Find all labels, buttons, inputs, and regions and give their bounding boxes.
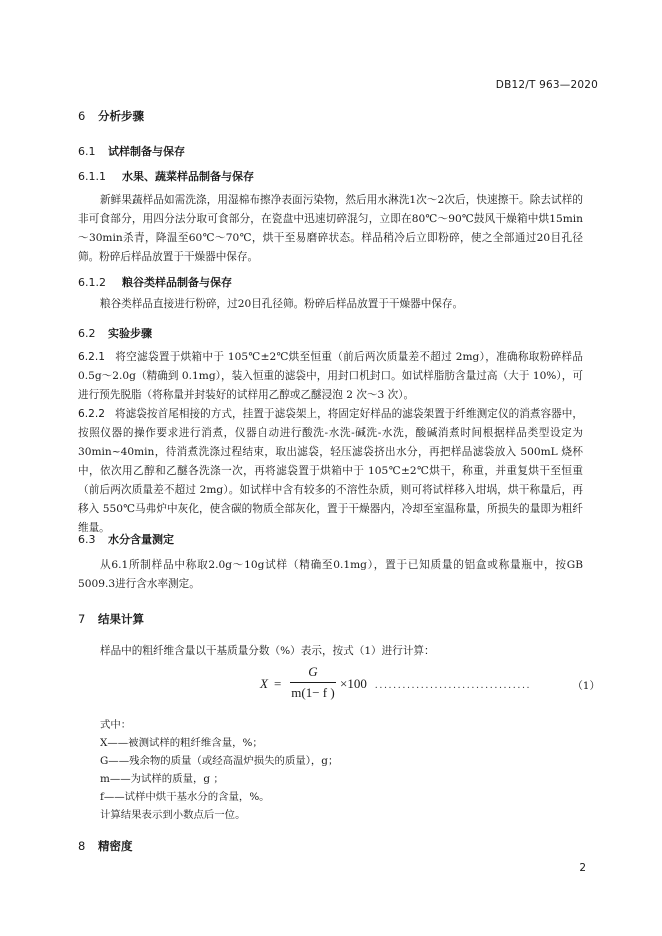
section-number: 7 bbox=[78, 612, 86, 626]
section-6-3-heading bbox=[78, 531, 174, 547]
section-6-2-heading bbox=[78, 325, 152, 341]
section-7-heading bbox=[78, 611, 144, 627]
section-number: 6.2 bbox=[78, 327, 96, 340]
formula-denominator: m(1− f ) bbox=[291, 685, 335, 700]
formula-fraction bbox=[290, 662, 336, 703]
section-6-2-1-paragraph bbox=[78, 348, 583, 405]
section-title: 粮谷类样品制备与保存 bbox=[122, 276, 232, 289]
section-number: 6.1.1 bbox=[78, 170, 106, 183]
section-title: 实验步骤 bbox=[108, 327, 152, 340]
result-precision-note: 计算结果表示到小数点后一位。 bbox=[100, 809, 246, 821]
section-number: 6.3 bbox=[78, 533, 96, 546]
section-title: 水果、蔬菜样品制备与保存 bbox=[122, 170, 254, 183]
page-number: 2 bbox=[579, 862, 586, 874]
section-7-paragraph: 样品中的粗纤维含量以干基质量分数（%）表示，按式（1）进行计算： bbox=[100, 645, 435, 657]
section-number: 8 bbox=[78, 839, 86, 853]
formula-lhs: X bbox=[260, 676, 268, 691]
definition-g: G——残余物的质量（或经高温炉损失的质量），g； bbox=[100, 755, 339, 767]
clause-number: 6.2.1 bbox=[78, 351, 105, 363]
formula-multiplier: ×100 bbox=[340, 676, 367, 691]
section-number: 6 bbox=[78, 109, 86, 123]
section-6-heading bbox=[78, 108, 144, 124]
formula-numerator: G bbox=[308, 664, 318, 679]
section-number: 6.1.2 bbox=[78, 276, 106, 289]
equation-number: （1） bbox=[572, 680, 600, 692]
section-6-1-2-heading bbox=[78, 274, 232, 290]
definition-m: m——为试样的质量，g ； bbox=[100, 773, 224, 785]
section-title: 水分含量测定 bbox=[108, 533, 174, 546]
section-number: 6.1 bbox=[78, 145, 96, 158]
section-title: 试样制备与保存 bbox=[108, 145, 185, 158]
definition-x: X——被测试样的粗纤维含量，%； bbox=[100, 737, 263, 749]
definition-f: f——试样中烘干基水分的含量，%。 bbox=[100, 791, 270, 803]
fiber-formula bbox=[260, 662, 600, 708]
section-6-1-2-paragraph: 粮谷类样品直接进行粉碎，过20目孔径筛。粉碎后样品放置于干燥器中保存。 bbox=[100, 298, 464, 310]
formula-equals: = bbox=[274, 676, 282, 691]
section-6-1-1-paragraph: 新鲜果蔬样品如需洗涤，用湿棉布擦净表面污染物，然后用水淋洗1次～2次后，快速擦干。除去试样的非可食部分，用四分法分取可食部分，在瓷盘中迅速切碎混匀，立即在80℃～90℃鼓风干燥箱中烘15min～30min杀青，降温至60℃～70℃，烘干至易磨碎状态。样品稍冷后立即粉碎，使之全部通过20目孔径筛。粉碎后样品放置于干燥器中保存。 bbox=[78, 194, 583, 263]
section-6-2-2-paragraph bbox=[78, 405, 583, 538]
clause-text: 将空滤袋置于烘箱中于 105℃±2℃烘至恒重（前后两次质量差不超过 2mg），准确称取粉碎样品 0.5g～2.0g（精确到 0.1mg），装入恒重的滤袋中，用封口机封口。如试样脂肪含量过高（大于 10%），可进行预先脱脂（将称量并封装好的试样用乙醇或乙醚浸泡 2 次～3 次）。 bbox=[78, 351, 583, 401]
formula-leader-dots: .................................. bbox=[375, 680, 532, 691]
clause-text: 将滤袋按首尾相接的方式，挂置于滤袋架上，将固定好样品的滤袋架置于纤维测定仪的消煮容器中，按照仪器的操作要求进行消煮，仪器自动进行酸洗-水洗-碱洗-水洗，酸碱消煮时间根据样品类型设定为 30min~40min，待消煮洗涤过程结束，取出滤袋，轻压滤袋挤出水分，再把样品滤袋放入 500mL 烧杯中，依次用乙醇和乙醚各洗涤一次，再将滤袋置于烘箱中于 105℃±2℃烘干，称重，并重复烘干至恒重（前后两次质量差不超过 2mg）。如试样中含有较多的不溶性杂质，则可将试样移入坩埚，烘干称量后，再移入 550℃马弗炉中灰化，使含碳的物质全部灰化，置于干燥器内，冷却至室温称量，所损失的量即为粗纤维量。 bbox=[78, 408, 583, 534]
section-title: 分析步骤 bbox=[98, 109, 144, 123]
section-8-heading bbox=[78, 838, 133, 854]
section-6-3-paragraph: 从6.1所制样品中称取2.0g～10g试样（精确至0.1mg），置于已知质量的铝盒或称量瓶中，按GB 5009.3进行含水率测定。 bbox=[78, 559, 583, 590]
section-title: 精密度 bbox=[98, 839, 133, 853]
document-code: DB12/T 963—2020 bbox=[495, 79, 598, 91]
section-6-1-heading bbox=[78, 143, 185, 159]
section-6-1-1-heading bbox=[78, 168, 254, 184]
section-title: 结果计算 bbox=[98, 612, 144, 626]
clause-number: 6.2.2 bbox=[78, 408, 105, 420]
formula-definitions bbox=[100, 716, 338, 824]
definitions-intro: 式中： bbox=[100, 719, 132, 731]
